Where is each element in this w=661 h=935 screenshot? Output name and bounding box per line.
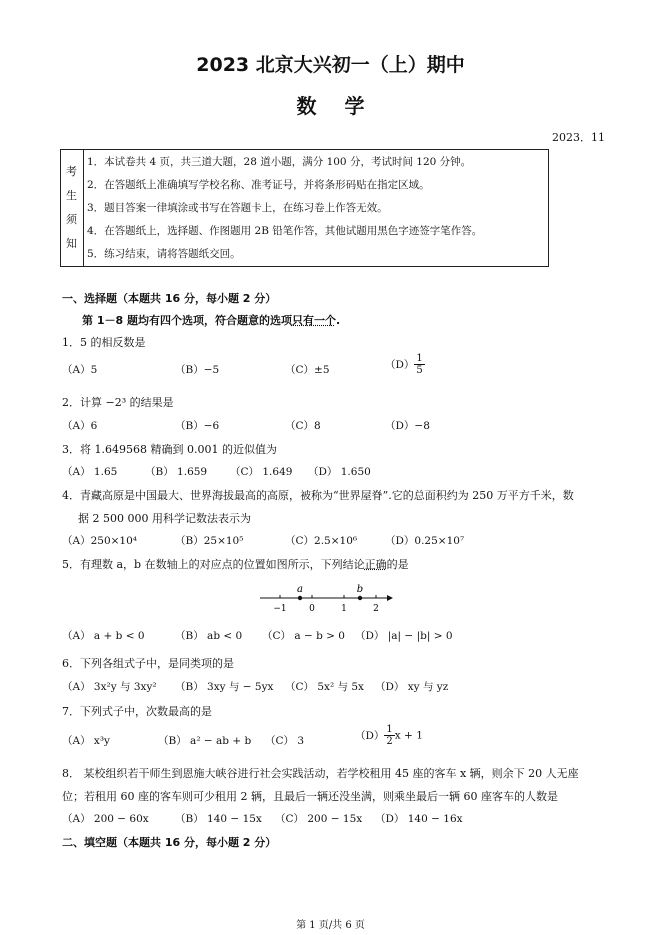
q8-stem-line2: 位；若租用 60 座的客车则可少租用 2 辆，且最后一辆还没坐满，则乘坐最后一辆 60 座客车的人数是 bbox=[62, 790, 558, 803]
q6-option-b: （B） 3xy 与 − 5yx bbox=[175, 681, 274, 693]
instruction-emphasis: 只有一个 bbox=[291, 314, 336, 327]
q6-option-a: （A） 3x²y 与 3xy² bbox=[62, 681, 157, 693]
q8-option-b: （B） 140 − 15x bbox=[175, 813, 262, 825]
q5-stem bbox=[62, 556, 409, 572]
q4-option-b: （B）25×10⁵ bbox=[175, 535, 244, 547]
numerator: 1 bbox=[416, 353, 423, 364]
q5-stem-emphasis: 正确 bbox=[364, 558, 387, 571]
q8-option-c: （C） 200 − 15x bbox=[275, 813, 363, 825]
q5-option-c: （C） a − b > 0 bbox=[262, 630, 345, 642]
denominator: 2 bbox=[386, 736, 393, 747]
q5-option-b: （B） ab < 0 bbox=[175, 630, 243, 642]
q8-stem-line1: 8． 某校组织若干师生到恩施大峡谷进行社会实践活动，若学校租用 45 座的客车 x 辆，则余下 20 人无座 bbox=[62, 767, 579, 780]
notice-head-char: 知 bbox=[66, 237, 77, 250]
q7-stem: 7．下列式子中，次数最高的是 bbox=[62, 705, 212, 718]
point-b bbox=[358, 596, 362, 600]
denominator: 5 bbox=[416, 365, 423, 376]
q1-option-d bbox=[385, 353, 425, 376]
notice-head-char: 须 bbox=[66, 213, 77, 226]
q1-option-a: （A）5 bbox=[62, 364, 98, 376]
q2-option-c: （C）8 bbox=[285, 420, 321, 432]
q4-stem-line1: 4．青藏高原是中国最大、世界海拔最高的高原，被称为“世界屋脊”.它的总面积约为 250 万平方千米，数 bbox=[62, 489, 574, 502]
q3-option-b: （B） 1.659 bbox=[145, 466, 208, 478]
notice-box bbox=[60, 149, 549, 267]
instruction-end: . bbox=[335, 314, 341, 327]
number-line bbox=[255, 580, 395, 616]
option-d-label: （D） bbox=[355, 730, 385, 742]
notice-head-char: 生 bbox=[66, 189, 77, 202]
notice-item: 5．练习结束，请将答题纸交回。 bbox=[87, 248, 241, 260]
q4-option-d: （D）0.25×10⁷ bbox=[385, 535, 465, 547]
q3-option-c: （C） 1.649 bbox=[230, 466, 293, 478]
subject-title: 数学 bbox=[296, 94, 393, 118]
q7-option-c: （C） 3 bbox=[265, 735, 305, 747]
q3-option-d: （D） 1.650 bbox=[308, 466, 371, 478]
q5-stem-text: 5．有理数 a，b 在数轴上的对应点的位置如图所示，下列结论 bbox=[62, 558, 365, 571]
q8-option-d: （D） 140 − 16x bbox=[375, 813, 463, 825]
q5-option-d: （D） |a| − |b| > 0 bbox=[355, 630, 453, 642]
section2-title: 二、填空题（本题共 16 分，每小题 2 分） bbox=[62, 836, 277, 849]
axis-arrow bbox=[387, 595, 393, 601]
page-title: 2023 北京大兴初一（上）期中 bbox=[196, 54, 465, 76]
q2-option-b: （B）−6 bbox=[175, 420, 220, 432]
q1-stem: 1．5 的相反数是 bbox=[62, 336, 146, 349]
tick-label: 1 bbox=[341, 604, 347, 614]
q6-option-d: （D） xy 与 yz bbox=[375, 681, 449, 693]
q7-option-a: （A） x³y bbox=[62, 735, 110, 747]
point-b-label: b bbox=[356, 584, 364, 595]
instruction-text: 第 1－8 题均有四个选项，符合题意的选项 bbox=[82, 314, 292, 327]
notice-item: 1．本试卷共 4 页，共三道大题，28 道小题，满分 100 分，考试时间 120 分钟。 bbox=[87, 156, 472, 168]
q7-option-d bbox=[355, 724, 423, 747]
q1-option-c: （C）±5 bbox=[285, 364, 330, 376]
q8-option-a: （A） 200 − 60x bbox=[62, 813, 149, 825]
option-d-label: （D） bbox=[385, 359, 415, 371]
option-d-suffix: x + 1 bbox=[394, 729, 423, 742]
q2-stem: 2．计算 −2³ 的结果是 bbox=[62, 396, 174, 409]
notice-item: 4．在答题纸上，选择题、作图题用 2B 铅笔作答，其他试题用黑色字迹签字笔作答。 bbox=[87, 225, 483, 237]
q2-option-d: （D）−8 bbox=[385, 420, 430, 432]
fraction bbox=[414, 353, 424, 376]
notice-item: 3．题目答案一律填涂或书写在答题卡上，在练习卷上作答无效。 bbox=[87, 202, 388, 214]
tick-label: −1 bbox=[273, 604, 287, 614]
fraction bbox=[384, 724, 394, 747]
notice-head-char: 考 bbox=[66, 165, 77, 178]
tick-label: 2 bbox=[373, 604, 379, 614]
section1-instruction bbox=[82, 312, 340, 328]
notice-head bbox=[61, 150, 84, 266]
page-footer: 第 1 页/共 6 页 bbox=[296, 920, 365, 931]
q4-option-a: （A）250×10⁴ bbox=[62, 535, 137, 547]
point-a bbox=[298, 596, 302, 600]
q3-stem: 3．将 1.649568 精确到 0.001 的近似值为 bbox=[62, 443, 277, 456]
q3-option-a: （A） 1.65 bbox=[62, 466, 118, 478]
point-a-label: a bbox=[297, 584, 303, 595]
q4-option-c: （C）2.5×10⁶ bbox=[285, 535, 358, 547]
q4-stem-line2: 据 2 500 000 用科学记数法表示为 bbox=[78, 512, 251, 525]
exam-date: 2023．11 bbox=[552, 131, 605, 144]
q6-option-c: （C） 5x² 与 5x bbox=[285, 681, 364, 693]
notice-item: 2．在答题纸上准确填写学校名称、准考证号，并将条形码贴在指定区域。 bbox=[87, 179, 430, 191]
q7-option-b: （B） a² − ab + b bbox=[158, 735, 252, 747]
q6-stem: 6．下列各组式子中，是同类项的是 bbox=[62, 657, 234, 670]
q5-option-a: （A） a + b < 0 bbox=[62, 630, 145, 642]
q1-option-b: （B）−5 bbox=[175, 364, 220, 376]
q5-stem-end: 的是 bbox=[386, 558, 409, 571]
q2-option-a: （A）6 bbox=[62, 420, 98, 432]
section1-title: 一、选择题（本题共 16 分，每小题 2 分） bbox=[62, 292, 277, 305]
numerator: 1 bbox=[386, 724, 393, 735]
tick-label: 0 bbox=[309, 604, 315, 614]
